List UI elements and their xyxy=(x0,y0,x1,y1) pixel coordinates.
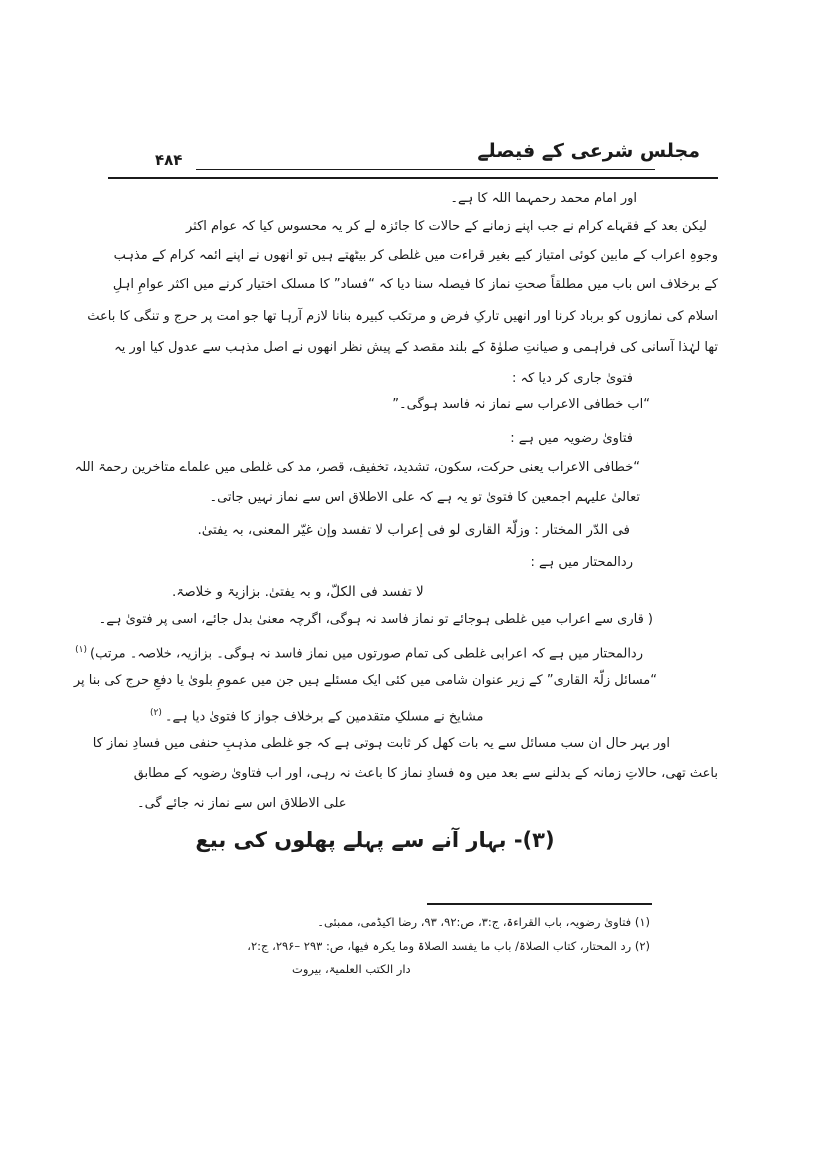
body-line xyxy=(75,639,643,665)
body-line: وجوہِ اعراب کے مابین کوئی امتیاز کیے بغیر قراءت میں غلطی کر بیٹھتے ہیں تو انھوں نے اپنے ائمہ کرام کے مذہب xyxy=(113,248,718,263)
body-line: اسلام کی نمازوں کو برباد کرنا اور انھیں تارکِ فرض و مرتکب کبیرہ بنانا لازم آرہا تھا جو امت پر حرج و تنگی کا باعث xyxy=(87,309,718,324)
body-line: ( قاری سے اعراب میں غلطی ہوجائے تو نماز فاسد نہ ہوگی، اگرچہ معنیٰ بدل جائے، اسی پر فتویٰ ہے۔ xyxy=(98,612,653,627)
body-line: فتویٰ جاری کر دیا کہ : xyxy=(511,371,633,386)
footnote-separator xyxy=(427,903,652,905)
body-line xyxy=(150,702,483,728)
footnote-line: (۲) رد المحتار، کتاب الصلاۃ/ باب ما یفسد الصلاۃ وما یکرہ فیھا، ص: ۲۹۳ –۲۹۶، ج:۲، xyxy=(247,939,650,953)
body-line: لیکن بعد کے فقہاے کرام نے جب اپنے زمانے کے حالات کا جائزہ لے کر یہ محسوس کیا کہ عوام اکثر xyxy=(185,219,707,234)
arabic-quote-line: لا تفسد فی الکلّ، و بہ یفتیٰ. بزازیۃ و خلاصۃ. xyxy=(172,584,424,600)
running-header-title: مجلس شرعی کے فیصلے xyxy=(477,140,700,162)
footnote-line: (۱) فتاویٰ رضویہ، باب القراءۃ، ج:۳، ص:۹۲، ۹۳، رضا اکیڈمی، ممبئی۔ xyxy=(317,915,650,929)
body-line-text: ردالمحتار میں ہے کہ اعرابی غلطی کی تمام صورتوں میں نماز فاسد نہ ہوگی۔ بزازیہ، خلاصہ۔ مرتب) xyxy=(90,646,643,662)
quote-line: “اب خطافی الاعراب سے نماز نہ فاسد ہوگی۔” xyxy=(392,397,650,412)
body-line-text: مشایخ نے مسلکِ متقدمین کے برخلاف جواز کا فتویٰ دیا ہے۔ xyxy=(164,709,484,725)
body-line: علی الاطلاق اس سے نماز نہ جائے گی۔ xyxy=(137,796,347,811)
footnote-marker-2: (۲) xyxy=(150,708,162,718)
body-line: اور بہر حال ان سب مسائل سے یہ بات کھل کر ثابت ہوتی ہے کہ جو غلطی مذہبِ حنفی میں فسادِ نماز کا xyxy=(92,736,670,751)
footnote-marker-1: (۱) xyxy=(75,645,88,655)
footnote-line: دار الکتب العلمیۃ، بیروت xyxy=(292,962,411,976)
quote-line: “خطافی الاعراب یعنی حرکت، سکون، تشدید، تخفیف، قصر، مد کی غلطی میں علماے متاخرین رحمۃ اللہ xyxy=(74,460,640,475)
quote-line: تعالیٰ علیہم اجمعین کا فتویٰ تو یہ ہے کہ علی الاطلاق اس سے نماز نہیں جاتی۔ xyxy=(209,490,640,505)
body-line: “مسائل زلّۃ القاری” کے زیر عنوان شامی میں کئی ایک مسئلے ہیں جن میں عمومِ بلویٰ یا دفعِ حرج کی بنا پر xyxy=(73,673,657,688)
body-line: اور امام محمد رحمہما اللہ کا ہے۔ xyxy=(450,191,637,206)
header-rule xyxy=(108,177,718,179)
header-title-underline xyxy=(196,169,655,170)
body-line: فتاویٰ رضویہ میں ہے : xyxy=(510,431,633,446)
section-heading: (۳)- بہار آنے سے پہلے پھلوں کی بیع xyxy=(195,828,555,852)
body-line: تھا لہٰذا آسانی کی فراہمی و صیانتِ صلوٰۃ کے بلند مقصد کے پیش نظر انھوں نے اصل مذہب سے عدول کیا اور یہ xyxy=(114,340,718,355)
body-line: ردالمحتار میں ہے : xyxy=(530,555,633,570)
page-number: ۴۸۴ xyxy=(155,151,183,169)
body-line: کے برخلاف اس باب میں مطلقاً صحتِ نماز کا فیصلہ سنا دیا کہ “فساد” کا مسلک اختیار کرنے میں اکثر عوامِ اہلِ xyxy=(112,277,718,292)
body-line: باعث تھی، حالاتِ زمانہ کے بدلنے سے بعد میں وہ فسادِ نماز کا باعث نہ رہی، اور اب فتاویٰ رضویہ کے مطابق xyxy=(133,766,718,781)
arabic-quote-line: فی الدّر المختار : وزلّۃ القاری لو فی إعراب لا تفسد وإن غیّر المعنی، بہ یفتیٰ. xyxy=(197,522,630,538)
